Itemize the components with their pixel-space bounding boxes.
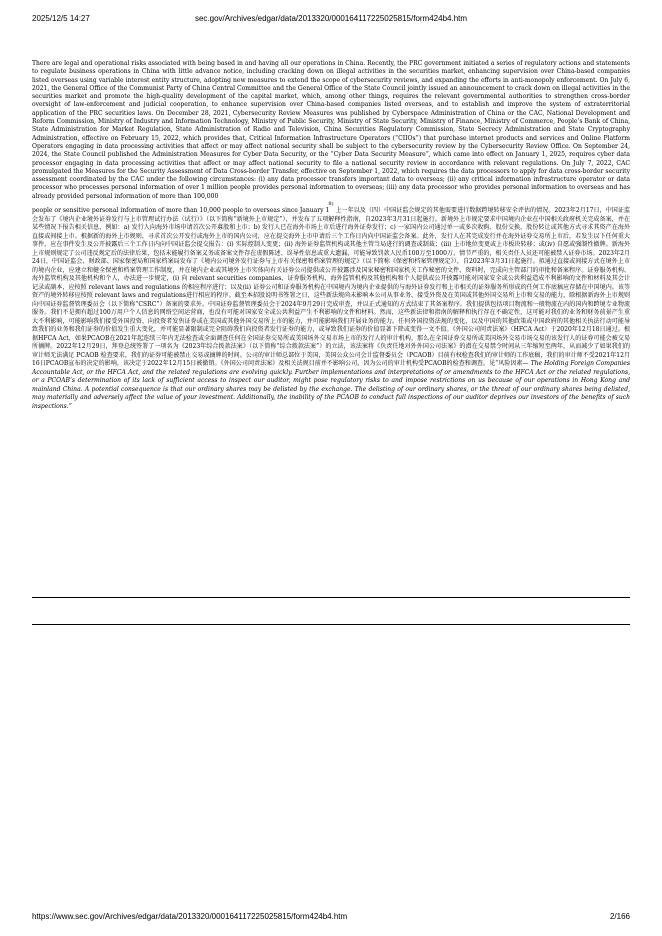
- risk-factor-italic: The Holding Foreign Companies Accountable Act, or the HFCA Act, and the related regulations are evolving quickly. Further implementations and interpretations of or amendments to the HFCA Act or the related regulations, or a PCOAB’s determination of its lack of sufficient access to inspect our auditor, might pose regulatory risks to and impose restrictions on us because of our operations in Hong Kong and mainland China. A potential consequence is that our ordinary shares may be delisted by the exchange. The delisting of our ordinary shares, or the threat of our ordinary shares being delisted, may materially and adversely affect the value of your investment. Additionally, the inability of the PCAOB to conduct full inspections of our auditor deprives our investors of the benefits of such inspections.”: [32, 360, 630, 410]
- print-footer: [32, 912, 630, 924]
- print-datetime: 2025/12/5 14:27: [32, 14, 90, 23]
- print-footer-url[interactable]: https://www.sec.gov/Archives/edgar/data/2013320/000164117225025815/form424b4.htm: [32, 912, 348, 921]
- print-header: [32, 14, 630, 26]
- print-page-title: sec.gov/Archives/edgar/data/2013320/000164117225025815/form424b4.htm: [194, 14, 468, 23]
- paragraph-regulations-zh-text: people or sensitive personal information of more than 10,000 people to overseas since January 1 上一年以及（四）中国证监会规定的其他需要进行数据跨境转移安全评估的情况。2023年2月17日，中国证监会发布了《境内企业境外证券发行与上市管理试行办法（试行）》（以下简称“新境外上市规定”），并发布了五项解释性指南，自2023年3月31日起施行。新境外上市规定要求中国境内企业在中国相关政府机关完成备案，并在某些情况下报告相关信息，例如：a) 发行人向海外市场申请首次公开募股和上市；b) 发行人已在海外市场上市后进行海外证券发行；c) 一家国内公司通过单一或多次收购、股份交换、股份转让或其他方式寻求其资产在海外直接或间接上市。根据新的海外上市规则，寻求首次公开发行或海外上市的国内公司，应在提交海外上市申请后三个工作日内向中国证监会备案。此外，发行人在其完成发行并在海外证券交易所上市后，若发生以下任何重大事件，应在事件发生及公开披露后三个工作日内向中国证监会提交报告：(i) 实际控制人变更；(ii) 海外证券监管机构或其他主管当局进行的调查或制裁；(iii) 上市地位变更或上市板块转移；或(iv) 自愿或强制性撤牌。新海外上市规则规定了公司违反规定后的法律后果，包括未能履行备案义务或备案文件存在虚假陈述、误导性信息或重大遗漏，可能导致罚款人民币100万至1000万，情节严重的，相关责任人员还可能被禁入证券市场。2023年2月24日，中国证监会、财政部、国家保密局和国家档案局发布了《境内公司境外发行证券与上市有关保密和档案管理的规定》（以下简称《保密和档案管理规定》），自2023年3月31日起施行。拟通过直接或间接方式在境外上市的境内企业，应建立和健全保密和档案管理工作制度，并在境内企业或其境外上市实体向有关证券公司提供或公开披露涉及国家秘密和国家机关工作秘密的文件、资料时，完成向主管部门的审批和备案程序。证券服务机构、海外监管机构及其他机构和个人，办法进一步规定，(i) 向 relevant securities companies、证券服务机构、海外监管机构及其他机构和个人提供或公开披露可能对国家安全或公共利益造成不利影响的文件和材料及其会计记录或副本，应按照 relevant laws and regulations 的相应程序进行；以及(ii) 证券公司和证券服务机构在中国境内为境内企业提供的与海外证券发行和上市相关的证券服务所形成的任何工作底稿应存储在中国境内。该等资产的境外转移应按照 relevant laws and regulations进行相应的程序。截至本招股说明书签署之日，这些新法规尚未影响本公司从事业务、接受外资及在美国或其他外国交易所上市和交易的能力，除根据新海外上市规则向中国证券监督管理委员会（以下简称“CSRC”）备案的要求外。中国证券监督管理委员会于2024年9月29日完成审查，并以正式通知的方式结束了其备案程序。我们提供包括项目物流和一般物流在内的国内和跨境专业物流服务。我们不是拥有超过100万用户个人信息的网络空间运营商，也没有可能对国家安全或公共利益产生不利影响的文件和材料。然而，这些新法律和指南的解释和执行存在不确定性，这可能对我们的业务和财务前景产生重大不利影响，可能影响我们接受外国投资、向投资者发售证券或在美国或其他外国交易所上市的能力，并可能影响我们开展业务的能力。任何外国投资法规的变化，以及中国的其他政策或中国政府的其他相关执法行动可能导致我们的业务和我们证券的价值发生重大变化，并可能显著限制或完全阻碍我们向投资者发行证券的能力，或导致我们证券的价值显著下降或变得一文不值。《外国公司问责法案》（HFCA Act）于2020年12月18日通过。根据HFCA Act，如果PCAOB在2021年起连续三年内无法检查或全面调查任何在全国证券交易所或美国场外交易市场上市的发行人的审计机构，那么在全国证券交易所或美国场外交易市场交易的该发行人的证券可能会被交易所摘牌。2022年12月29日，拜登总统签署了一项名为《2023年综合拨款法案》（以下简称“综合拨款法案”）的立法，该法案将《负责任地对外外国公司法案》的潜在交易禁令时间从三年缩短至两年，从而减少了如果我们的审计师无法满足 PCAOB 检查要求，我们的证券可能被禁止交易或摘牌的时间。公司的审计师总部位于美国，美国公众公司会计监督委员会（PCAOB）目前有权检查我们的审计师的工作底稿，我们的审计师不受2021年12月16日PCAOB宣布的决定的影响，该决定于2022年12月15日被撤销。《外国公司问责法案》及相关法规目前并不影响公司，因为公司的审计机构受PCAOB的检查和调查。见“风险因素—: [32, 207, 630, 368]
- page-marker: 8): [328, 201, 334, 208]
- print-page-number: 2/166: [609, 912, 630, 921]
- section-divider-bottom: [32, 624, 630, 625]
- paragraph-regulations-zh: [32, 207, 630, 411]
- paragraph-regulatory-risks: There are legal and operational risks associated with being based in and having all our operations in China. Recently, the PRC government initiated a series of regulatory actions and statements to regulate business operations in China with little advance notice, including cracking down on illegal activities in the securities market, enhancing supervision over China-based companies listed overseas using variable interest entity structure, adopting new measures to extend the scope of cybersecurity reviews, and expanding the efforts in anti-monopoly enforcement. On July 6, 2021, the General Office of the Communist Party of China Central Committee and the General Office of the State Council jointly issued an announcement to crack down on illegal activities in the securities market and promote the high-quality development of the capital market, which, among other things, requires the relevant governmental authorities to strengthen cross-border oversight of law-enforcement and judicial cooperation, to enhance supervision over China-based companies listed overseas, and to establish and improve the system of extraterritorial application of the PRC securities laws. On December 28, 2021, Cybersecurity Review Measures was published by Cyberspace Administration of China or the CAC, National Development and Reform Commission, Ministry of Industry and Information Technology, Ministry of Public Security, Ministry of State Security, Ministry of Finance, Ministry of Commerce, People’s Bank of China, State Administration for Market Regulation, State Administration of Radio and Television, China Securities Regulatory Commission, State Secrecy Administration and State Cryptography Administration, effective on February 15, 2022, which provides that, Critical Information Infrastructure Operators (“CIIOs”) that purchase internet products and services and Online Platform Operators engaging in data processing activities that affect or may affect national security shall be subject to the cybersecurity review by the Cybersecurity Review Office. On September 24, 2024, the State Council published the Administration Measures for Cyber Data Security, or the “Cyber Data Security Measure”, which came into effect on January 1, 2025, requires cyber data processor engaging in data processing activities that affect or may affect national security to file a national security review in accordance with relevant regulations. On July 7, 2022, CAC promulgated the Measures for the Security Assessment of Data Cross-border Transfer, effective on September 1, 2022, which requires the data processors to apply for data cross-border security assessment coordinated by the CAC under the following circumstances: (i) any data processor transfers important data to overseas; (ii) any critical information infrastructure operator or data processor who processes personal information of over 1 million people provides personal information to overseas; (iii) any data processor who provides personal information to overseas and has already provided personal information of more than 100,000: [32, 60, 630, 200]
- section-divider-top: [32, 597, 630, 598]
- document-body: [32, 60, 630, 411]
